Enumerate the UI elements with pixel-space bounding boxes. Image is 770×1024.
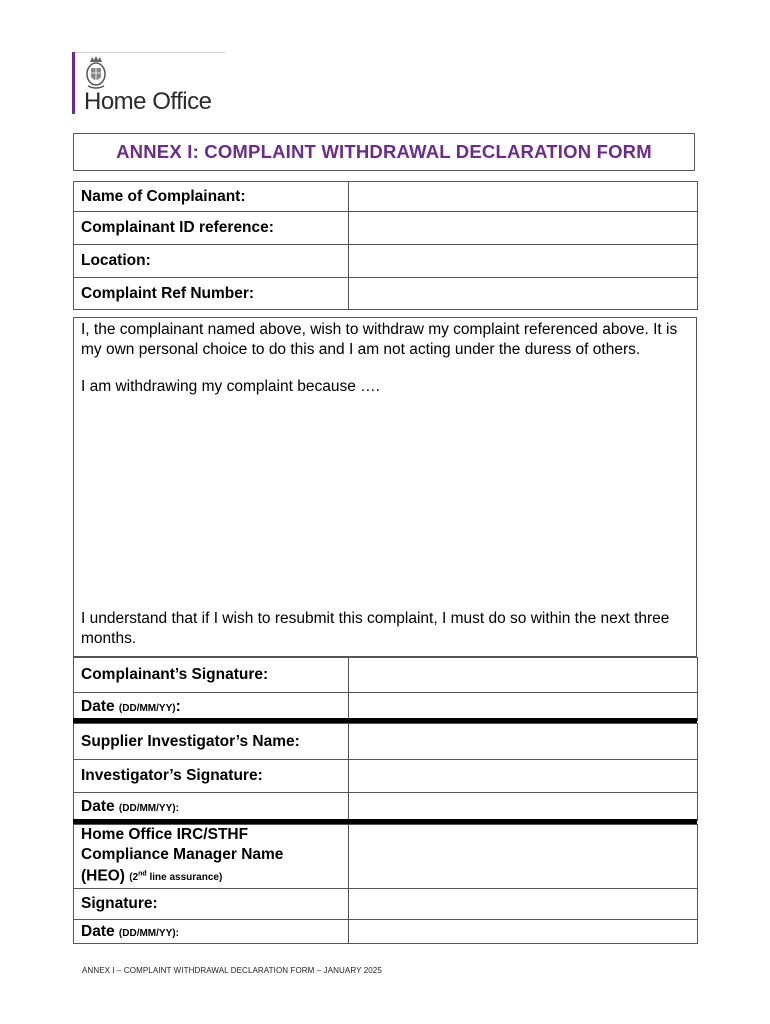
logo-accent-bar <box>72 52 75 114</box>
table-row <box>74 920 698 944</box>
investigator-name-field[interactable] <box>349 724 698 760</box>
table-row <box>74 658 698 693</box>
home-office-logo <box>72 52 227 114</box>
complainant-signature-table <box>73 657 698 721</box>
location-field[interactable] <box>349 245 698 278</box>
org-name: Home Office <box>84 88 212 115</box>
statement-paragraph-3: I understand that if I wish to resubmit this complaint, I must do so within the next three months. <box>81 610 670 647</box>
home-office-table <box>73 824 698 944</box>
complainant-details-table <box>73 181 698 310</box>
name-of-complainant-label: Name of Complainant: <box>74 182 349 212</box>
statement-paragraph-1: I, the complainant named above, wish to withdraw my complaint referenced above. It is my own personal choice to do this and I am not acting under the duress of others. <box>81 321 678 358</box>
date-format-hint: (DD/MM/YY): <box>118 927 179 939</box>
investigator-signature-field[interactable] <box>349 760 698 793</box>
page-footer: ANNEX I – COMPLAINT WITHDRAWAL DECLARATION FORM – JANUARY 2025 <box>82 966 382 975</box>
statement-paragraph-2: I am withdrawing my complaint because …. <box>81 378 380 395</box>
complainant-signature-label: Complainant’s Signature: <box>74 658 349 693</box>
location-label: Location: <box>74 245 349 278</box>
table-row <box>74 724 698 760</box>
complainant-id-field[interactable] <box>349 212 698 245</box>
table-row <box>74 793 698 821</box>
table-row <box>74 278 698 310</box>
investigator-table <box>73 723 698 821</box>
table-row <box>74 182 698 212</box>
logo-rule <box>75 52 225 53</box>
investigator-date-field[interactable] <box>349 793 698 821</box>
date-colon: : <box>175 697 181 715</box>
form-title: ANNEX I: COMPLAINT WITHDRAWAL DECLARATION FORM <box>116 141 652 162</box>
complainant-id-label: Complainant ID reference: <box>74 212 349 245</box>
compliance-manager-label-cell <box>74 825 349 889</box>
assurance-suffix: line assurance) <box>146 872 223 884</box>
compliance-manager-label-line3 <box>81 865 341 888</box>
compliance-manager-label-line2: Compliance Manager Name <box>81 846 284 863</box>
assurance-prefix: (2 <box>129 872 139 884</box>
withdrawal-statement-box[interactable] <box>73 317 697 657</box>
name-of-complainant-field[interactable] <box>349 182 698 212</box>
table-row <box>74 825 698 889</box>
complainant-signature-field[interactable] <box>349 658 698 693</box>
investigator-date-label-cell <box>74 793 349 821</box>
heo-label: (HEO) <box>81 867 125 885</box>
table-row <box>74 212 698 245</box>
home-office-date-field[interactable] <box>349 920 698 944</box>
complainant-date-label-cell <box>74 693 349 721</box>
royal-crest-icon <box>84 54 108 90</box>
table-row <box>74 693 698 721</box>
date-label: Date <box>81 922 115 940</box>
home-office-date-label-cell <box>74 920 349 944</box>
assurance-note <box>129 872 222 883</box>
complainant-date-field[interactable] <box>349 693 698 721</box>
assurance-ordinal: nd <box>138 871 147 878</box>
form-title-box <box>73 133 695 171</box>
compliance-manager-label-line1: Home Office IRC/STHF <box>81 826 249 843</box>
date-format-hint: (DD/MM/YY): <box>118 802 179 814</box>
date-label: Date <box>81 797 115 815</box>
table-row <box>74 245 698 278</box>
investigator-signature-label: Investigator’s Signature: <box>74 760 349 793</box>
complaint-ref-field[interactable] <box>349 278 698 310</box>
home-office-signature-field[interactable] <box>349 889 698 920</box>
date-label: Date <box>81 697 115 715</box>
table-row <box>74 760 698 793</box>
investigator-name-label: Supplier Investigator’s Name: <box>74 724 349 760</box>
date-format-hint: (DD/MM/YY) <box>118 702 176 714</box>
compliance-manager-name-field[interactable] <box>349 825 698 889</box>
home-office-signature-label: Signature: <box>74 889 349 920</box>
complaint-ref-label: Complaint Ref Number: <box>74 278 349 310</box>
table-row <box>74 889 698 920</box>
